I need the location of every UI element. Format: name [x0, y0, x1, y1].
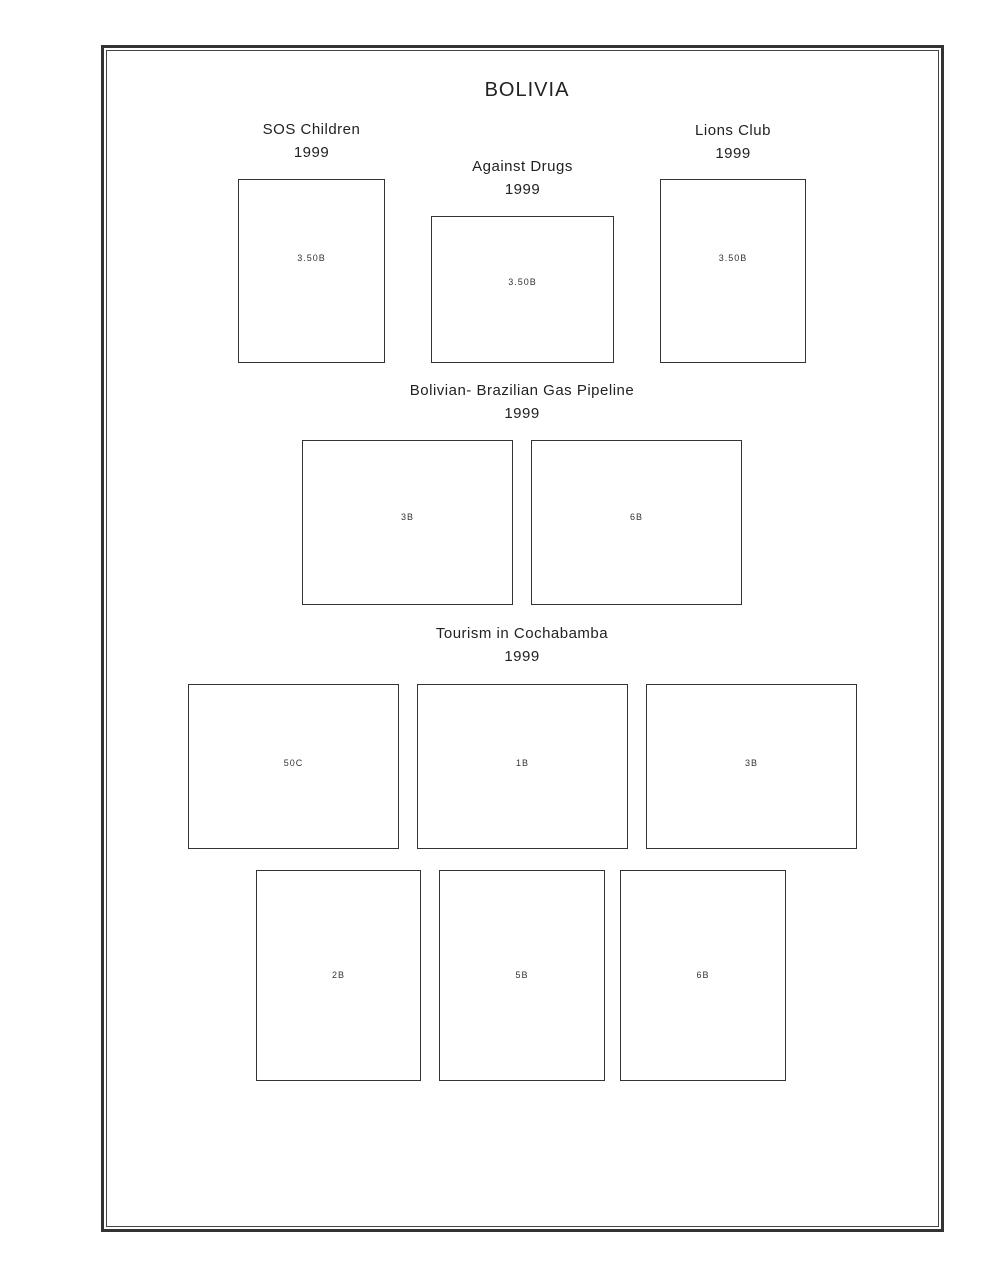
- set-caption-lions-club: [660, 119, 806, 165]
- set-caption-tourism-cochabamba: [302, 622, 742, 668]
- set-caption-against-drugs: [431, 155, 614, 201]
- stamp-space: [302, 440, 513, 605]
- set-year: 1999: [504, 405, 540, 422]
- stamp-space: [188, 684, 399, 849]
- stamp-denomination: 5B: [515, 969, 529, 980]
- stamp-denomination: 3.50B: [508, 276, 537, 287]
- stamp-space: [238, 179, 385, 363]
- stamp-denomination: 2B: [331, 969, 345, 980]
- stamp-space: [620, 870, 786, 1081]
- set-name: Tourism in Cochabamba: [435, 625, 609, 642]
- set-year: 1999: [293, 144, 330, 161]
- stamp-space: [646, 684, 857, 849]
- set-year: 1999: [715, 145, 751, 162]
- page-title: BOLIVIA: [484, 79, 570, 101]
- stamp-denomination: 3B: [400, 511, 414, 522]
- stamp-denomination: 6B: [696, 969, 710, 980]
- set-name: Lions Club: [695, 122, 771, 139]
- stamp-denomination: 3B: [744, 757, 758, 768]
- stamp-denomination: 50C: [283, 757, 304, 768]
- set-year: 1999: [504, 648, 540, 665]
- stamp-denomination: 6B: [629, 511, 643, 522]
- stamp-space: [256, 870, 421, 1081]
- stamp-space: [439, 870, 605, 1081]
- set-name: Against Drugs: [472, 158, 573, 175]
- stamp-denomination: 1B: [515, 757, 529, 768]
- set-year: 1999: [504, 181, 541, 198]
- stamp-space: [531, 440, 742, 605]
- stamp-space: [431, 216, 614, 363]
- stamp-space: [417, 684, 628, 849]
- set-caption-sos-children: [238, 118, 385, 164]
- stamp-space: [660, 179, 806, 363]
- set-caption-gas-pipeline: [302, 379, 742, 425]
- set-name: Bolivian- Brazilian Gas Pipeline: [409, 382, 635, 399]
- stamp-denomination: 3.50B: [718, 253, 748, 263]
- set-name: SOS Children: [262, 121, 361, 138]
- stamp-denomination: 3.50B: [297, 253, 326, 263]
